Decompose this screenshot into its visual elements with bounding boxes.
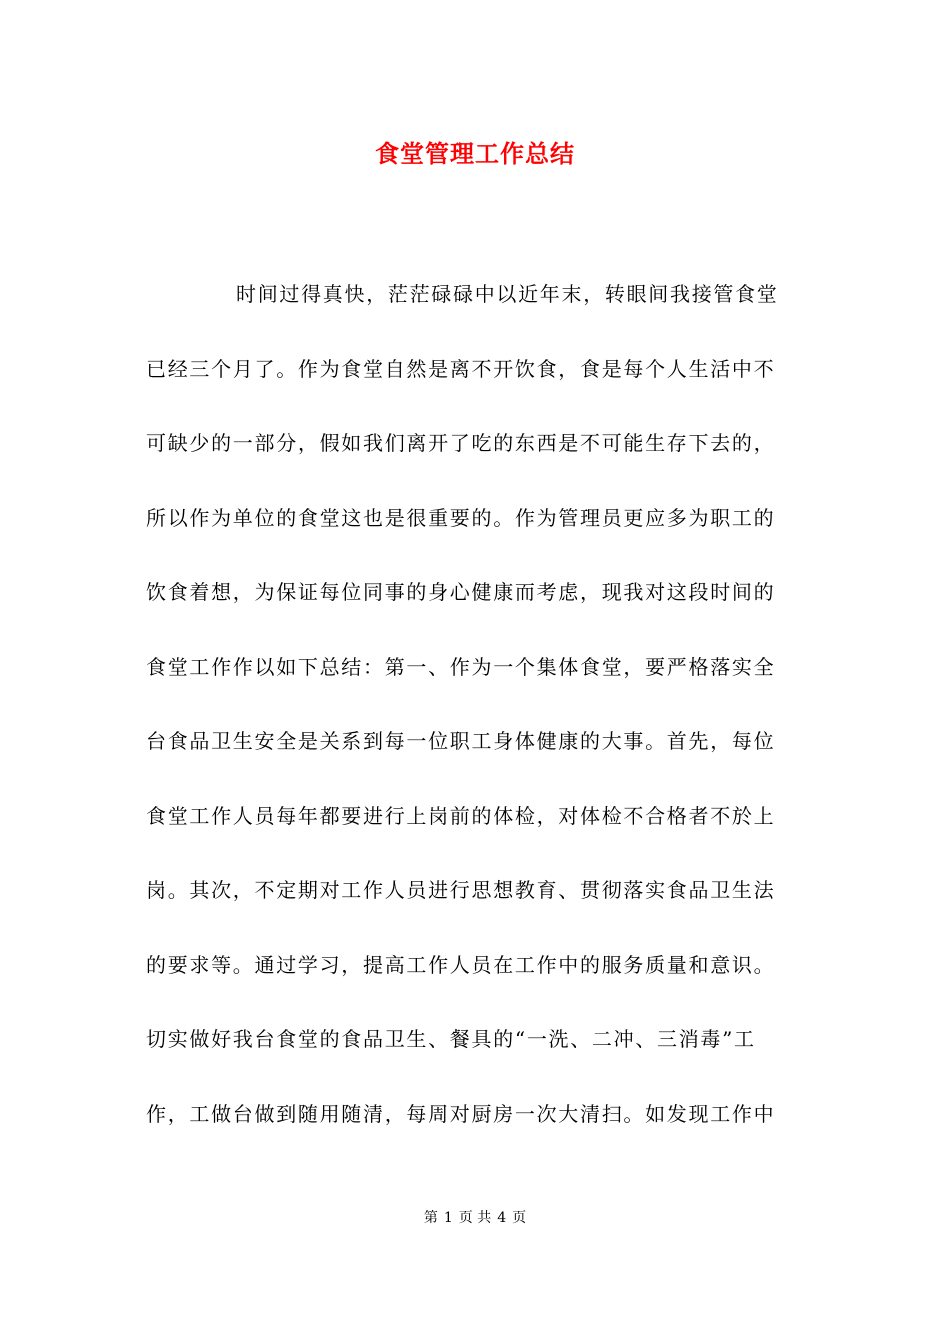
body-line: 的要求等。通过学习，提高工作人员在工作中的服务质量和意识。 <box>146 952 776 977</box>
current-page-number: 1 <box>443 1210 453 1226</box>
body-line: 时间过得真快，茫茫碌碌中以近年末，转眼间我接管食堂 <box>236 282 779 306</box>
page-label-mid: 页 共 <box>458 1210 492 1226</box>
body-line: 切实做好我台食堂的食品卫生、餐具的“一洗、二冲、三消毒”工 <box>146 1027 756 1051</box>
page-footer <box>0 1206 950 1230</box>
body-line: 已经三个月了。作为食堂自然是离不开饮食，食是每个人生活中不 <box>146 356 776 381</box>
body-line: 饮食着想，为保证每位同事的身心健康而考虑，现我对这段时间的 <box>146 580 776 604</box>
body-line: 岗。其次，不定期对工作人员进行思想教育、贯彻落实食品卫生法 <box>146 878 776 902</box>
body-line: 可缺少的一部分，假如我们离开了吃的东西是不可能生存下去的， <box>146 431 776 455</box>
body-line: 食堂工作作以如下总结：第一、作为一个集体食堂，要严格落实全 <box>146 654 776 679</box>
document-body <box>146 272 806 1166</box>
body-line: 台食品卫生安全是关系到每一位职工身体健康的大事。首先，每位 <box>146 729 776 753</box>
body-line: 所以作为单位的食堂这也是很重要的。作为管理员更应多为职工的 <box>146 505 776 530</box>
body-line: 作，工做台做到随用随清，每周对厨房一次大清扫。如发现工作中 <box>146 1101 776 1126</box>
page-label-suffix: 页 <box>512 1210 527 1226</box>
document-title: 食堂管理工作总结 <box>375 139 575 168</box>
total-pages-number: 4 <box>497 1210 507 1226</box>
body-line: 食堂工作人员每年都要进行上岗前的体检，对体检不合格者不於上 <box>146 803 776 828</box>
page-label-prefix: 第 <box>423 1210 438 1226</box>
